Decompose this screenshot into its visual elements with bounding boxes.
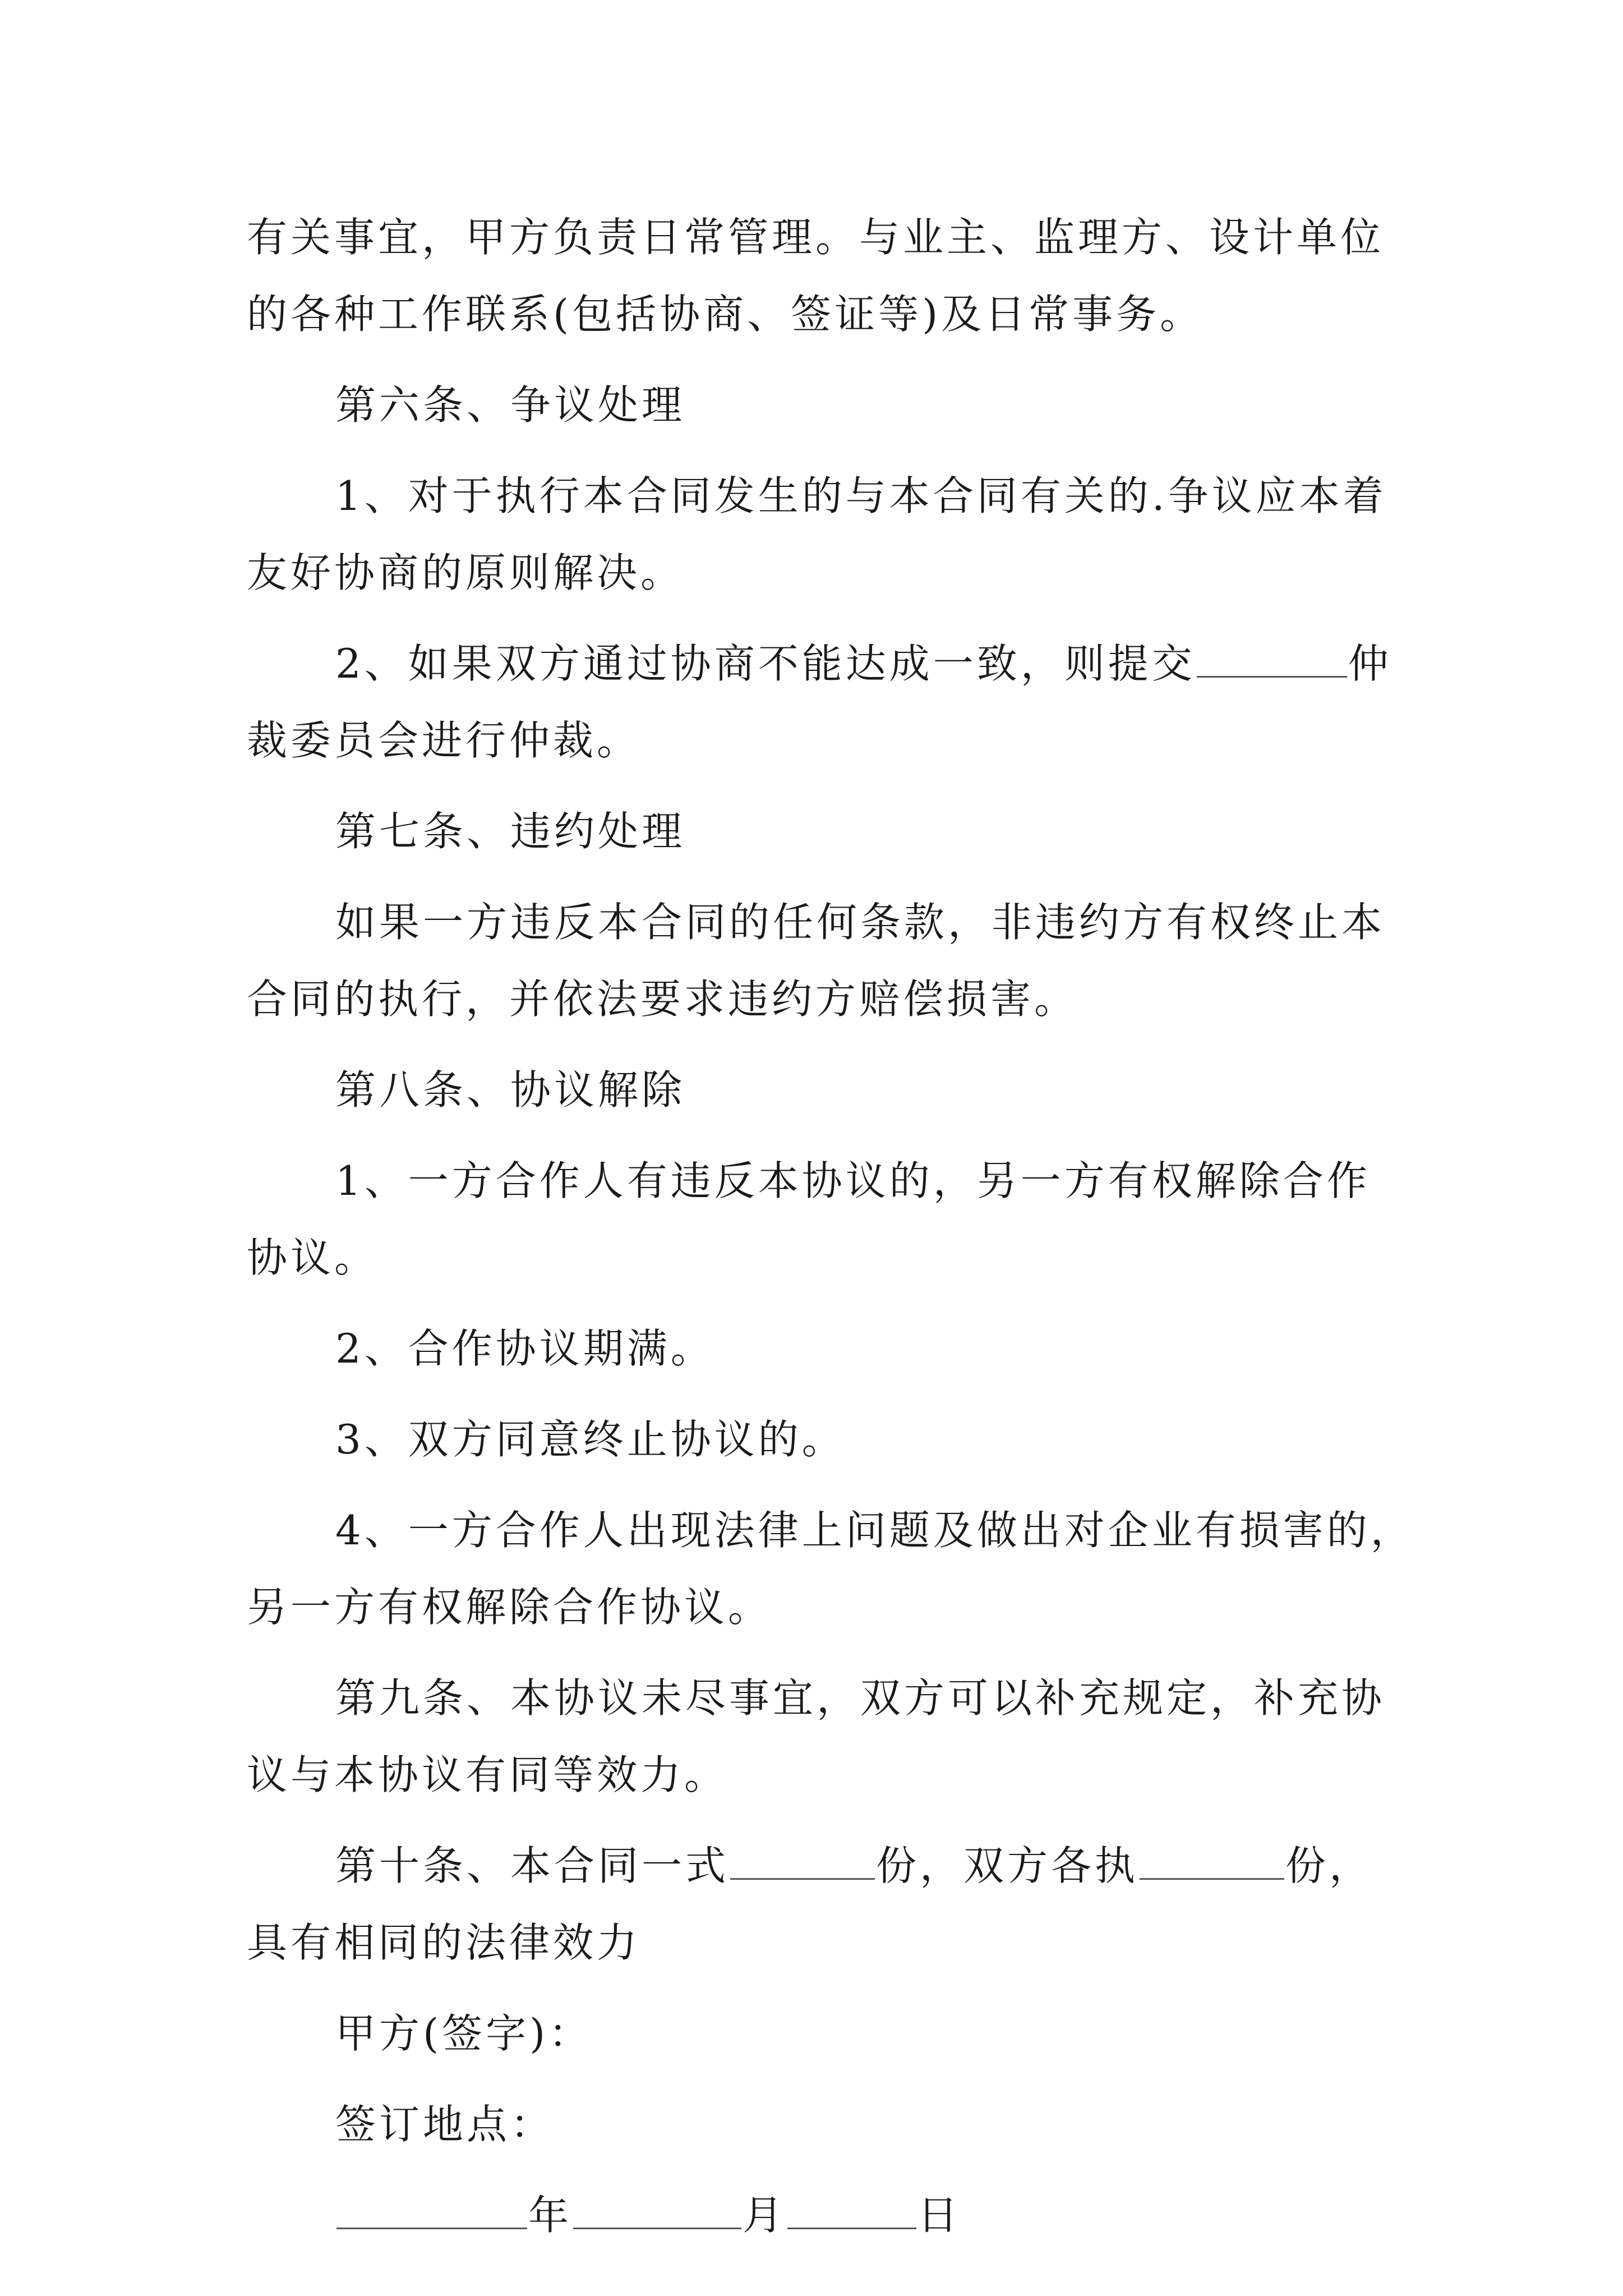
article-8-title: 第八条、协议解除	[335, 1066, 686, 1114]
paragraph-line: 议与本协议有同等效力。	[247, 1751, 728, 1798]
signing-date	[247, 2177, 1391, 2254]
paragraph-line: 另一方有权解除合作协议。	[247, 1584, 772, 1631]
paragraph-line: 1、对于执行本合同发生的与本合同有关的.争议应本着	[335, 472, 1387, 519]
month-blank	[573, 2195, 741, 2229]
article-10	[247, 1828, 1391, 1904]
paragraph-line: 裁委员会进行仲裁。	[247, 717, 641, 764]
date-month-label: 月	[743, 2192, 787, 2239]
date-year-label: 年	[528, 2192, 573, 2239]
contract-body	[247, 199, 1414, 2254]
paragraph-line: 协议。	[247, 1234, 379, 1281]
article-9: 第九条、本协议未尽事宜，双方可以补充规定，补充协	[335, 1674, 1386, 1722]
paragraph-text: 份，	[1285, 1842, 1373, 1889]
paragraph-line: 的各种工作联系(包括协商、签证等)及日常事务。	[247, 291, 1204, 338]
paragraph-line: 2、合作协议期满。	[335, 1325, 714, 1372]
copies-total-blank	[730, 1846, 875, 1880]
paragraph-line: 合同的执行，并依法要求违约方赔偿损害。	[247, 976, 1078, 1023]
paragraph-text: 份，双方各执	[876, 1842, 1139, 1889]
date-day-label: 日	[917, 2192, 962, 2239]
paragraph-line: 具有相同的法律效力	[247, 1919, 641, 1966]
article-7-title: 第七条、违约处理	[335, 808, 686, 855]
paragraph-text: 第十条、本合同一式	[335, 1842, 730, 1889]
paragraph-line: 4、一方合作人出现法律上问题及做出对企业有损害的，	[335, 1507, 1414, 1554]
paragraph-text: 仲	[1348, 640, 1392, 687]
arbitration-blank	[1197, 643, 1347, 678]
paragraph-text: 2、如果双方通过协商不能达成一致，则提交	[335, 640, 1196, 687]
paragraph-line: 友好协商的原则解决。	[247, 549, 685, 596]
paragraph-line: 有关事宜，甲方负责日常管理。与业主、监理方、设计单位	[247, 214, 1385, 261]
paragraph-line	[247, 625, 1391, 702]
signing-place: 签订地点：	[335, 2101, 555, 2148]
day-blank	[787, 2195, 916, 2229]
paragraph-line: 1、一方合作人有违反本协议的，另一方有权解除合作	[335, 1157, 1371, 1204]
year-blank	[336, 2195, 527, 2229]
paragraph-line: 如果一方违反本合同的任何条款，非违约方有权终止本	[335, 899, 1386, 946]
paragraph-line: 3、双方同意终止协议的。	[335, 1416, 846, 1463]
signature-party-a: 甲方(签字)：	[335, 2010, 593, 2057]
copies-each-blank	[1140, 1846, 1284, 1880]
article-6-title: 第六条、争议处理	[335, 381, 686, 429]
